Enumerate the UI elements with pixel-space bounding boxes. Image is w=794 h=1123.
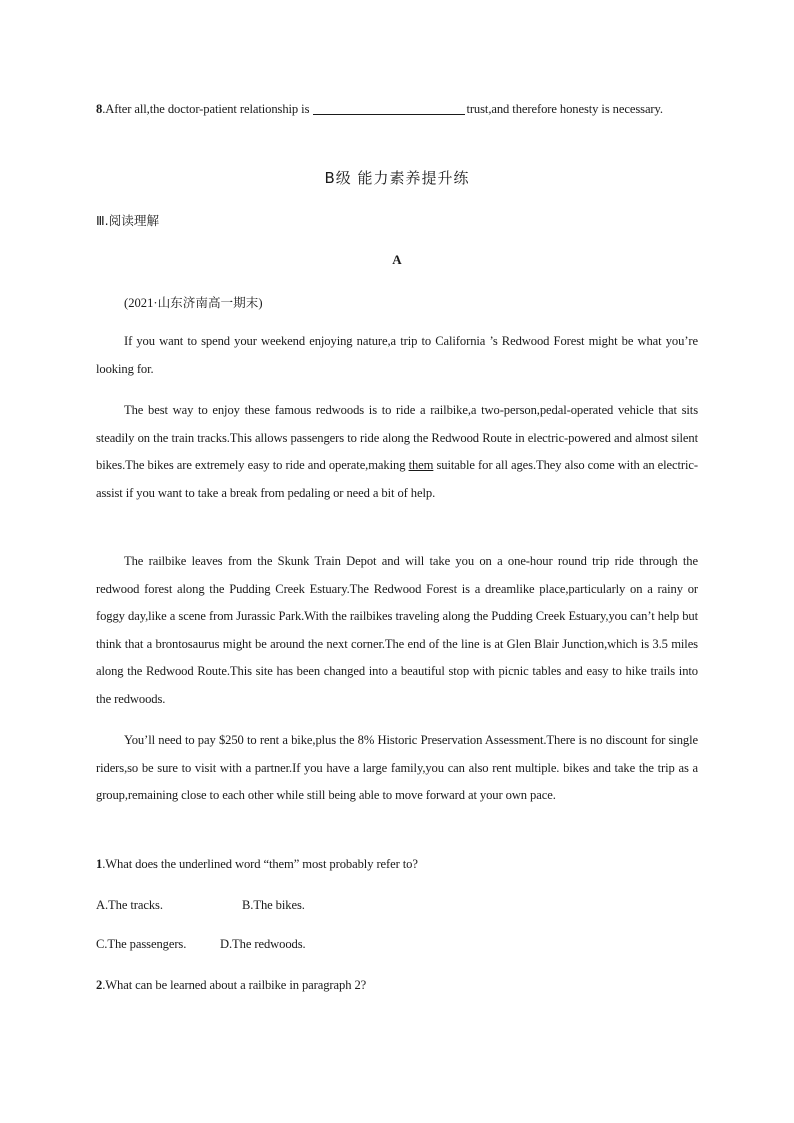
passage-source: (2021·山东济南高一期末): [124, 296, 263, 310]
passage-letter: A: [392, 252, 402, 267]
paragraph-2: [96, 397, 698, 507]
option-c[interactable]: C.The passengers.: [96, 937, 187, 951]
paragraph-2-text-after: suitable for all ages.They also come with an electric-assist if you want to take a break from pedaling or need a bit of help.: [96, 458, 699, 500]
part-label: Ⅲ.阅读理解: [96, 213, 160, 228]
option-d[interactable]: D.The redwoods.: [220, 937, 306, 951]
question-number: 8: [96, 102, 103, 116]
question-text-after: trust,and therefore honesty is necessary.: [466, 102, 663, 116]
paragraph-3: The railbike leaves from the Skunk Train Depot and will take you on a one-hour round trip ride through the redwood forest along the Pudding Creek Estuary.The Redwood Forest is a dreamlike place,particularly on a rainy or foggy day,like a scene from Jurassic Park.With the railbikes traveling along the Pudding Creek Estuary,you can’t help but think that a brontosaurus might be around the next corner.The end of the line is at Glen Blair Junction,which is 3.5 miles along the Redwood Route.This site has been changed into a beautiful stop with picnic tables and easy to hike trails into the redwoods.: [96, 554, 698, 706]
section-title: B级 能力素养提升练: [324, 169, 470, 187]
question-1-options-row-2: [96, 931, 698, 959]
question-number: 2: [96, 978, 103, 992]
question-text: .What can be learned about a railbike in paragraph 2?: [102, 978, 367, 992]
question-2: [96, 972, 698, 1000]
question-8: [96, 96, 698, 124]
question-1: [96, 851, 698, 879]
question-text: .What does the underlined word “them” most probably refer to?: [102, 857, 418, 871]
paragraph-1: If you want to spend your weekend enjoying nature,a trip to California ’s Redwood Forest might be what you’re looking for.: [96, 334, 698, 376]
question-text-before: .After all,the doctor-patient relationship is: [102, 102, 313, 116]
underlined-word: them: [408, 458, 434, 472]
paragraph-4: You’ll need to pay $250 to rent a bike,plus the 8% Historic Preservation Assessment.There is no discount for single riders,so be sure to visit with a partner.If you have a large family,you can also rent multiple. bikes and take the trip as a group,remaining close to each other while still being able to move forward at your own pace.: [96, 733, 698, 802]
question-1-options-row-1: [96, 892, 698, 920]
paragraph-2-text-before: The best way to enjoy these famous redwoods is to ride a railbike,a two-person,pedal-operated vehicle that sits steadily on the train tracks.This allows passengers to ride along the Redwood Route in electric-powered and almost silent bikes.The bikes are extremely easy to ride and operate,making: [96, 403, 698, 472]
option-b[interactable]: B.The bikes.: [242, 898, 305, 912]
option-a[interactable]: A.The tracks.: [96, 898, 163, 912]
answer-blank[interactable]: [313, 100, 465, 115]
question-number: 1: [96, 857, 103, 871]
